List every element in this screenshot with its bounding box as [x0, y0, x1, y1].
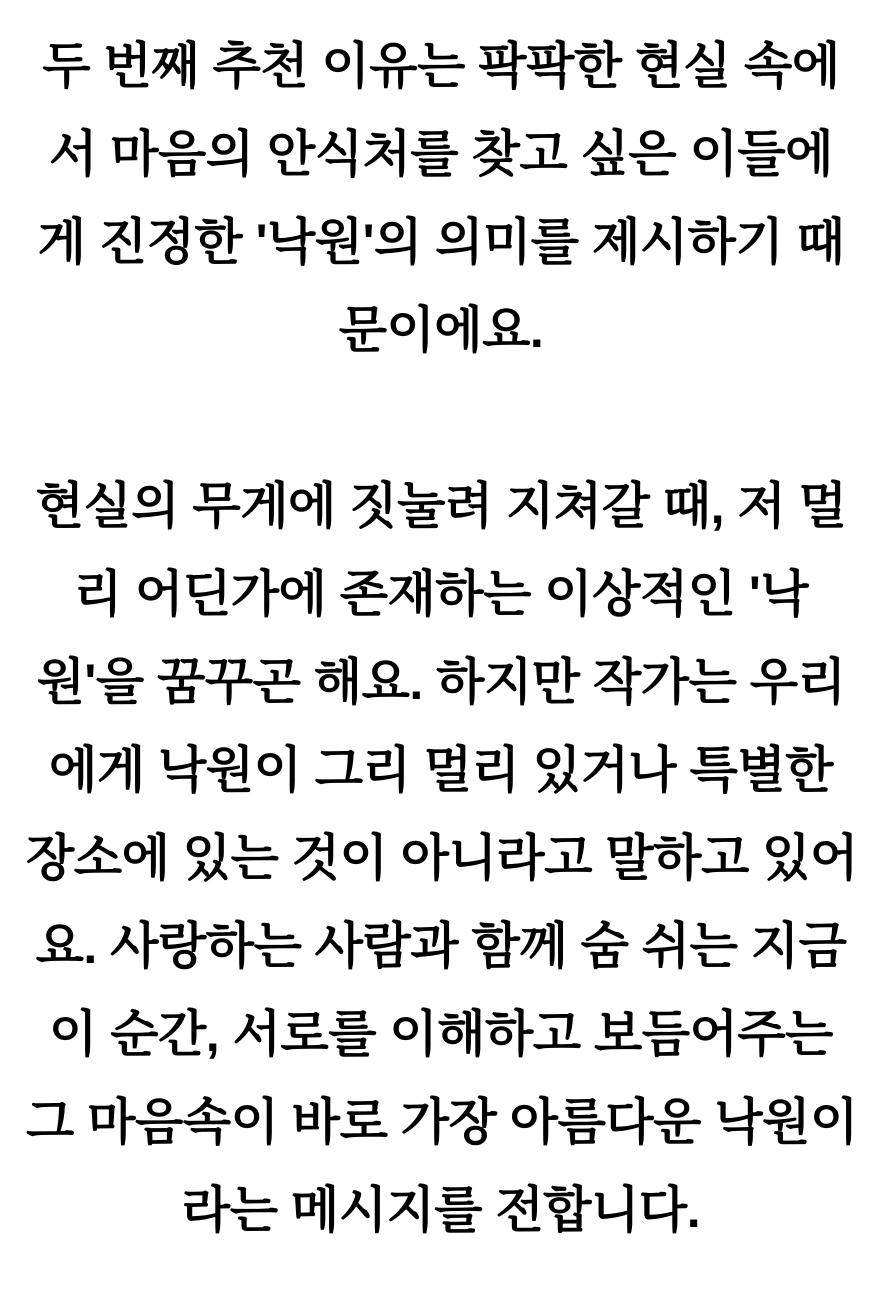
- text-line: 서 마음의 안식처를 찾고 싶은 이들에: [49, 126, 833, 182]
- text-line: 장소에 있는 것이 아니라고 말하고 있어: [26, 830, 858, 886]
- text-line: 두 번째 추천 이유는 팍팍한 현실 속에: [42, 38, 840, 94]
- text-line: 요. 사랑하는 사람과 함께 숨 쉬는 지금: [35, 918, 847, 974]
- text-line: 에게 낙원이 그리 멀리 있거나 특별한: [49, 742, 833, 798]
- text-line: 현실의 무게에 짓눌려 지쳐갈 때, 저 멀: [35, 478, 847, 534]
- text-line: 그 마음속이 바로 가장 아름다운 낙원이: [26, 1094, 858, 1150]
- text-line: 원'을 꿈꾸곤 해요. 하지만 작가는 우리: [36, 654, 846, 710]
- text-line: 라는 메시지를 전합니다.: [181, 1182, 701, 1238]
- text-line: 문이에요.: [338, 302, 544, 358]
- paragraph-2: [26, 462, 856, 1254]
- paragraph-1: [26, 22, 856, 374]
- text-line: 이 순간, 서로를 이해하고 보듬어주는: [49, 1006, 833, 1062]
- text-line: 리 어딘가에 존재하는 이상적인 '낙: [73, 566, 809, 622]
- text-line: 게 진정한 '낙원'의 의미를 제시하기 때: [37, 214, 845, 270]
